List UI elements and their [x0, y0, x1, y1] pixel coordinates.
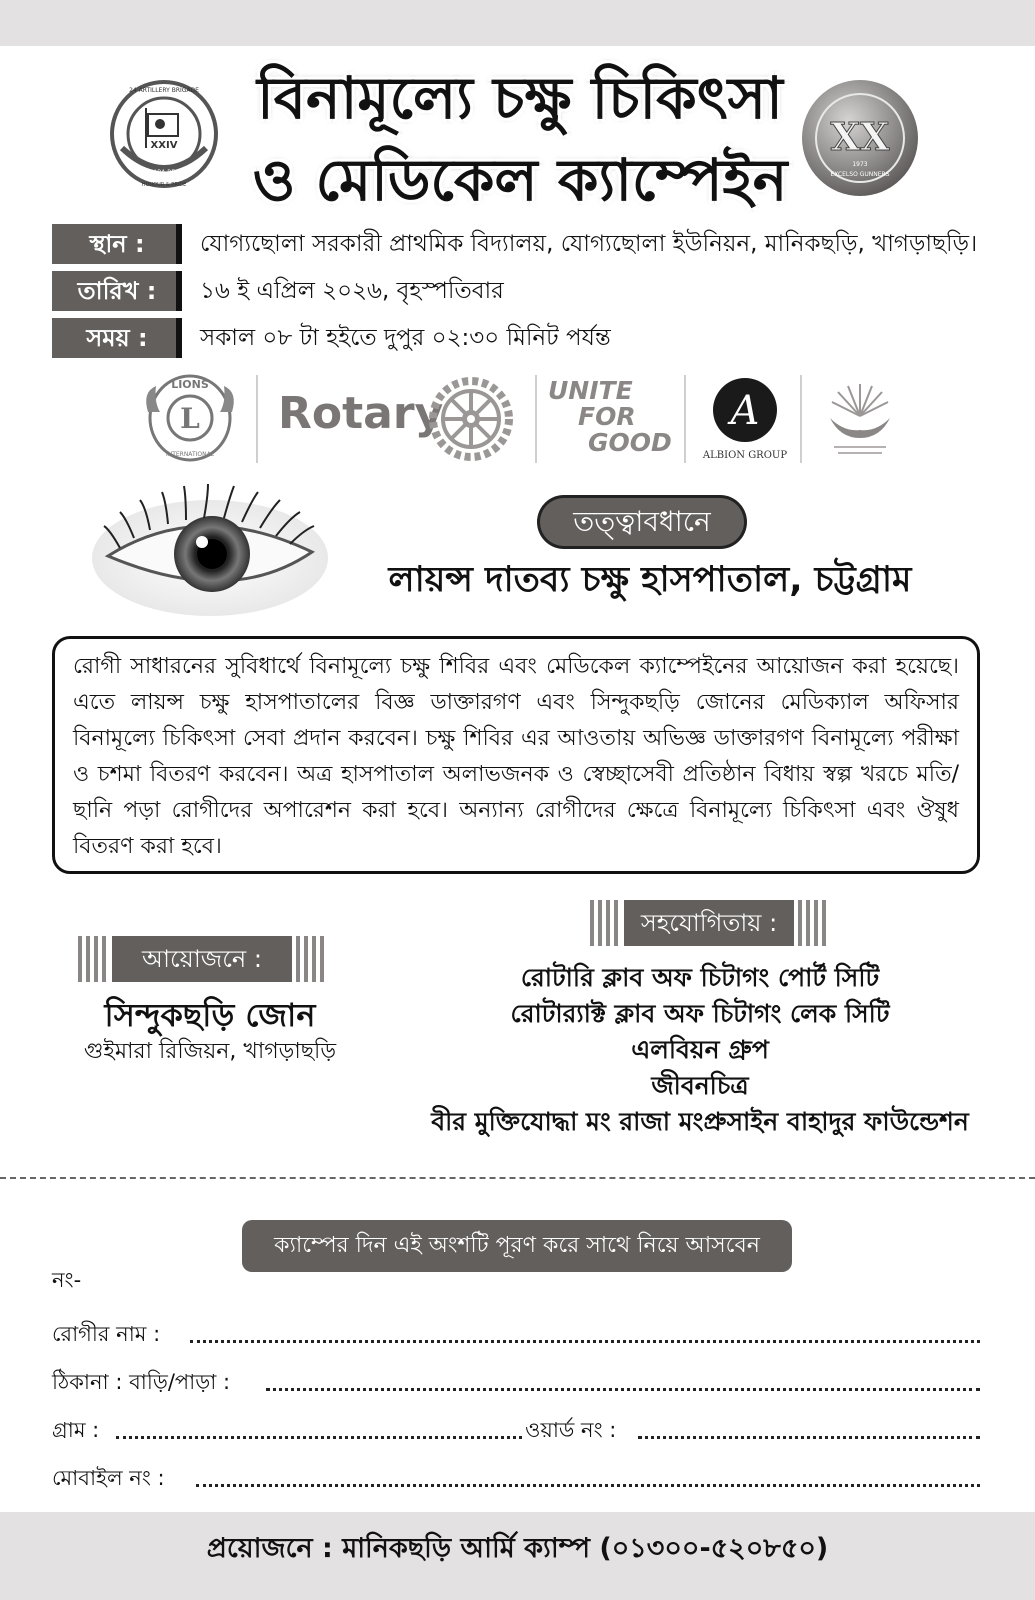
for-word: FOR: [578, 402, 636, 431]
brigade-bottom-text: GUIMARA REGION: [137, 169, 191, 176]
ward-field[interactable]: [638, 1436, 980, 1439]
title-line-2: ও মেডিকেল ক্যাম্পেইন: [252, 146, 788, 214]
gunners-center: XX: [830, 114, 890, 159]
date-label: তারিখ :: [52, 271, 182, 311]
stripes-decoration: [78, 936, 108, 982]
serial-no-label: নং-: [52, 1268, 82, 1292]
organizer-name: সিন্দুকছড়ি জোন: [104, 996, 316, 1034]
gunners-bottom: EXCELSO GUNNERS: [830, 171, 890, 178]
logo-separator: [256, 375, 258, 463]
time-bar: [176, 318, 182, 358]
sponsor-item: রোটার‍্যাক্ট ক্লাব অফ চিটাগং লেক সিটি: [510, 999, 890, 1028]
address-field[interactable]: [266, 1388, 980, 1391]
stripes-decoration: [590, 900, 620, 946]
village-field[interactable]: [116, 1436, 522, 1439]
village-label: গ্রাম :: [52, 1418, 100, 1442]
albion-logo-icon: [700, 376, 790, 462]
logo-separator: [800, 375, 802, 463]
hospital-name: লায়ন্স দাতব্য চক্ষু হাসপাতাল, চট্টগ্রাম: [388, 560, 912, 600]
ward-label: ওয়ার্ড নং :: [525, 1418, 617, 1442]
title-line-1: বিনামূল্যে চক্ষু চিকিৎসা: [257, 64, 783, 132]
lions-letter: L: [180, 402, 200, 435]
lions-international-logo-icon: [140, 372, 240, 464]
mobile-label: মোবাইল নং :: [52, 1466, 165, 1490]
foundation-hands-logo-icon: [820, 376, 900, 464]
mobile-field[interactable]: [196, 1484, 980, 1487]
venue-value: যোগ্যছোলা সরকারী প্রাথমিক বিদ্যালয়, যোগ্যছোলা ইউনিয়ন, মানিকছড়ি, খাগড়াছড়ি।: [200, 231, 978, 257]
rotary-text: Rotary: [278, 388, 444, 439]
rotary-wheel-icon: [428, 376, 514, 462]
contact-footer: প্রয়োজনে : মানিকছড়ি আর্মি ক্যাম্প (০১৩০০-৫২০৮৫০): [206, 1533, 829, 1564]
patronage-label: তত্ত্বাবধানে: [540, 498, 744, 546]
organizer-region: গুইমারা রিজিয়ন, খাগড়াছড়ি: [83, 1039, 337, 1064]
organizer-label: আয়োজনে :: [112, 936, 292, 982]
address-label: ঠিকানা : বাড়ি/পাড়া :: [52, 1370, 231, 1394]
cut-line: [0, 1177, 1035, 1179]
sponsor-item: বীর মুক্তিযোদ্ধা মং রাজা মংপ্রুসাইন বাহাদুর ফাউন্ডেশন: [431, 1107, 969, 1136]
time-label: সময় :: [52, 318, 182, 358]
albion-text: ALBION GROUP: [702, 450, 788, 461]
logo-separator: [684, 375, 686, 463]
form-banner: ক্যাম্পের দিন এই অংশটি পূরণ করে সাথে নিয়ে আসবেন: [242, 1220, 792, 1272]
lions-bottom-text: INTERNATIONAL: [165, 451, 215, 458]
gunners-emblem-icon: [800, 78, 920, 198]
unite-for-good-logo: [548, 378, 678, 456]
logo-separator: [535, 375, 537, 463]
stripes-decoration: [296, 936, 326, 982]
sponsor-item: এলবিয়ন গ্রুপ: [631, 1035, 769, 1064]
time-value: সকাল ০৮ টা হইতে দুপুর ০২:৩০ মিনিট পর্যন্ত: [200, 325, 611, 351]
sponsor-item: রোটারি ক্লাব অফ চিটাগং পোর্ট সিটি: [520, 963, 880, 992]
gunners-year: 1973: [852, 161, 868, 168]
patient-name-label: রোগীর নাম :: [52, 1322, 161, 1346]
sponsor-item: জীবনচিত্র: [651, 1071, 749, 1100]
brigade-center: XXIV: [150, 140, 178, 151]
eye-illustration-icon: [90, 478, 330, 618]
date-bar: [176, 271, 182, 311]
lions-top-text: LIONS: [171, 378, 209, 391]
brigade-ring-text: 24 ARTILLERY BRIGADE: [129, 87, 199, 94]
brigade-motto: HONOUR & PRIDE: [141, 182, 187, 188]
stripes-decoration: [798, 900, 828, 946]
top-band: [0, 0, 1035, 46]
good-word: GOOD: [588, 428, 672, 457]
venue-label: স্থান :: [52, 224, 182, 264]
patient-name-field[interactable]: [190, 1340, 980, 1343]
cooperation-label: সহযোগিতায় :: [624, 900, 794, 946]
venue-bar: [176, 224, 182, 264]
unite-word: UNITE: [548, 376, 633, 405]
albion-letter: A: [730, 388, 760, 434]
notice-text: রোগী সাধারনের সুবিধার্থে বিনামূল্যে চক্ষু শিবির এবং মেডিকেল ক্যাম্পেইনের আয়োজন করা হয়েছে। এতে লায়ন্স চক্ষু হাসপাতালের বিজ্ঞ ডাক্তারগণ এবং সিন্দুকছড়ি জোনের মেডিক্যাল অফিসার বিনামূল্যে চিকিৎসা সেবা প্রদান করবেন। চক্ষু শিবির এর আওতায় অভিজ্ঞ ডাক্তারগণ বিনামূল্যে পরীক্ষা ও চশমা বিতরণ করবেন। অত্র হাসপাতাল অলাভজনক ও স্বেচ্ছাসেবী প্রতিষ্ঠান বিধায় স্বল্প খরচে মতি/ছানি পড়া রোগীদের অপারেশন করা হবে। অন্যান্য রোগীদের ক্ষেত্রে বিনামূল্যে চিকিৎসা এবং ঔষুধ বিতরণ করা হবে।: [52, 636, 980, 874]
date-value: ১৬ ই এপ্রিল ২০২৬, বৃহস্পতিবার: [200, 278, 504, 304]
